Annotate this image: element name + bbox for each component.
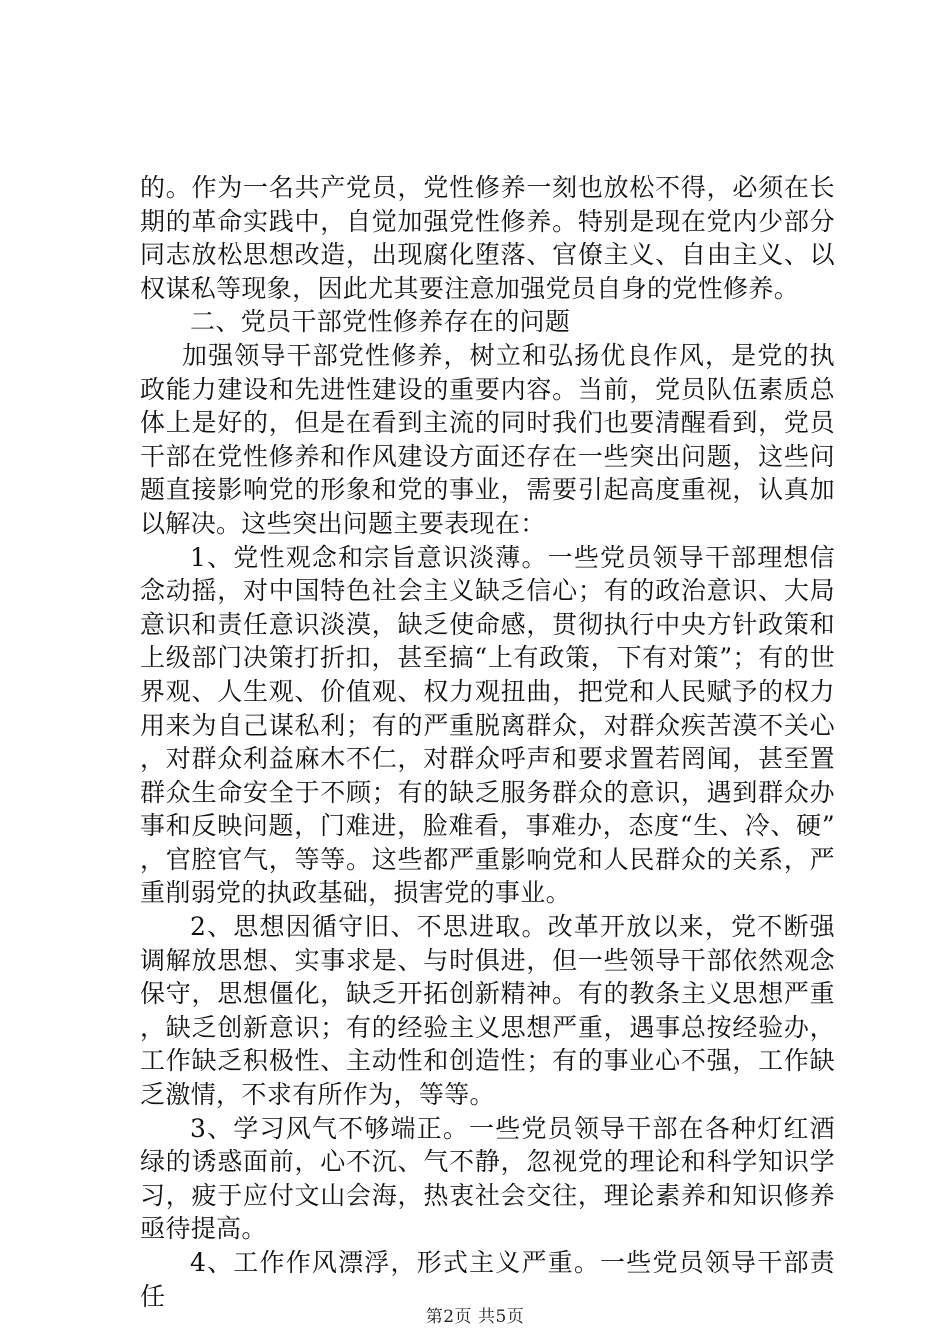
section-heading: 二、党员干部党性修养存在的问题 [190,307,571,337]
paragraph-continuation: 的。作为一名共产党员，党性修养一刻也放松不得，必须在长期的革命实践中，自觉加强党性修养。特别是现在党内少部分同志放松思想改造，出现腐化堕落、官僚主义、自由主义、以权谋私等现象，因此尤其要注意加强党员自身的党性修养。 [140,173,835,303]
paragraph-item-4: 4、工作作风漂浮，形式主义严重。一些党员领导干部责任 [140,1248,835,1311]
paragraph-item-1: 1、党性观念和宗旨意识淡薄。一些党员领导干部理想信念动摇，对中国特色社会主义缺乏信心；有的政治意识、大局意识和责任意识淡漠，缺乏使命感，贯彻执行中央方针政策和上级部门决策打折扣，甚至搞“上有政策，下有对策”；有的世界观、人生观、价值观、权力观扭曲，把党和人民赋予的权力用来为自己谋私利；有的严重脱离群众，对群众疾苦漠不关心，对群众利益麻木不仁，对群众呼声和要求置若罔闻，甚至置群众生命安全于不顾；有的缺乏服务群众的意识，遇到群众办事和反映问题，门难进，脸难看，事难办，态度“生、冷、硬”，官腔官气，等等。这些都严重影响党和人民群众的关系，严重削弱党的执政基础，损害党的事业。 [140,542,835,908]
paragraph-item-2: 2、思想因循守旧、不思进取。改革开放以来，党不断强调解放思想、实事求是、与时俱进，但一些领导干部依然观念保守，思想僵化，缺乏开拓创新精神。有的教条主义思想严重，缺乏创新意识；有的经验主义思想严重，遇事总按经验办，工作缺乏积极性、主动性和创造性；有的事业心不强，工作缺乏激情，不求有所作为，等等。 [140,912,835,1110]
page-number-footer: 第2页 共5页 [425,1307,525,1327]
document-body [140,171,835,1313]
paragraph-intro: 加强领导干部党性修养，树立和弘扬优良作风，是党的执政能力建设和先进性建设的重要内容。当前，党员队伍素质总体上是好的，但是在看到主流的同时我们也要清醒看到，党员干部在党性修养和作风建设方面还存在一些突出问题，这些问题直接影响党的形象和党的事业，需要引起高度重视，认真加以解决。这些突出问题主要表现在： [140,340,835,538]
paragraph-item-3: 3、学习风气不够端正。一些党员领导干部在各种灯红酒绿的诱惑面前，心不沉、气不静，忽视党的理论和科学知识学习，疲于应付文山会海，热衷社会交往，理论素养和知识修养亟待提高。 [140,1113,835,1244]
